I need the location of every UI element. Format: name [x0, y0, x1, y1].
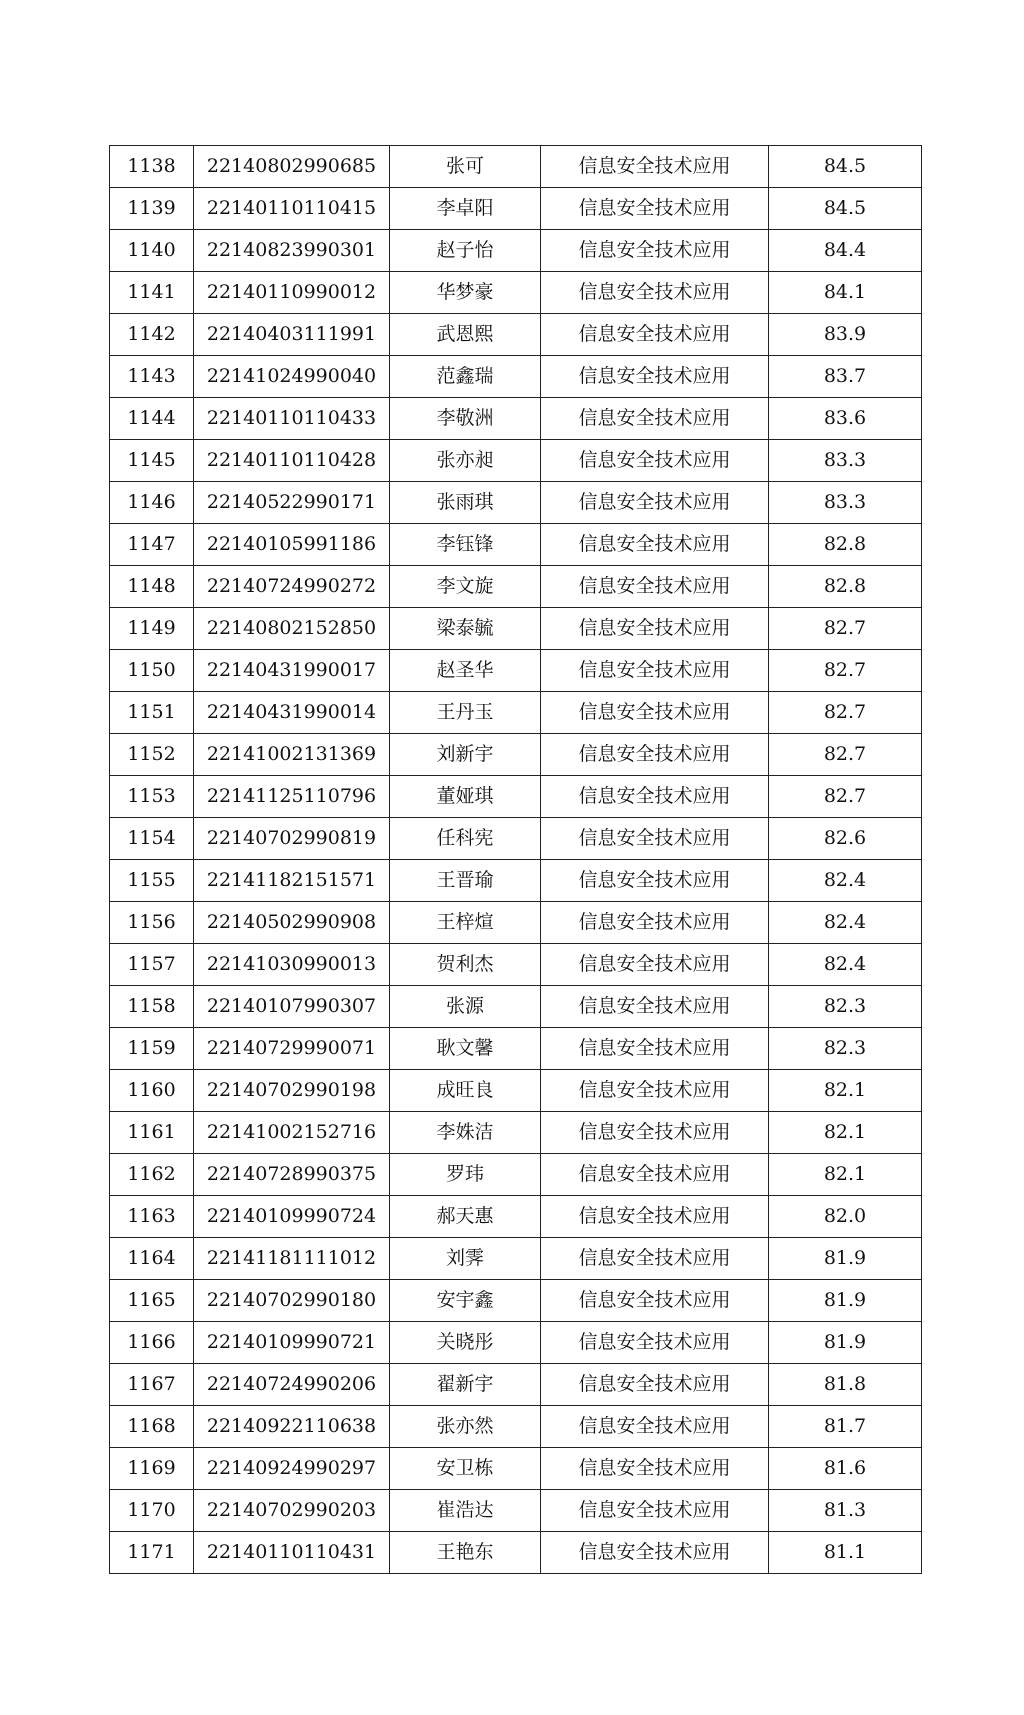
candidate-name-cell: 安卫栋 [390, 1448, 541, 1490]
major-cell: 信息安全技术应用 [541, 986, 769, 1028]
table-row [110, 398, 922, 440]
sequence-number-cell: 1169 [110, 1448, 194, 1490]
score-table-body [110, 146, 922, 1574]
sequence-number-cell: 1161 [110, 1112, 194, 1154]
candidate-name-cell: 刘霁 [390, 1238, 541, 1280]
candidate-id-cell: 22141002131369 [194, 734, 390, 776]
sequence-number-cell: 1168 [110, 1406, 194, 1448]
table-row [110, 146, 922, 188]
candidate-id-cell: 22140522990171 [194, 482, 390, 524]
table-row [110, 650, 922, 692]
score-cell: 82.0 [769, 1196, 922, 1238]
sequence-number-cell: 1164 [110, 1238, 194, 1280]
table-row [110, 566, 922, 608]
sequence-number-cell: 1141 [110, 272, 194, 314]
candidate-id-cell: 22141030990013 [194, 944, 390, 986]
candidate-name-cell: 李姝洁 [390, 1112, 541, 1154]
score-cell: 81.7 [769, 1406, 922, 1448]
candidate-id-cell: 22141125110796 [194, 776, 390, 818]
score-cell: 81.6 [769, 1448, 922, 1490]
candidate-id-cell: 22140110990012 [194, 272, 390, 314]
candidate-name-cell: 罗玮 [390, 1154, 541, 1196]
candidate-id-cell: 22141024990040 [194, 356, 390, 398]
candidate-name-cell: 张亦昶 [390, 440, 541, 482]
score-cell: 82.1 [769, 1070, 922, 1112]
score-cell: 82.7 [769, 650, 922, 692]
candidate-name-cell: 范鑫瑞 [390, 356, 541, 398]
sequence-number-cell: 1146 [110, 482, 194, 524]
candidate-name-cell: 梁泰毓 [390, 608, 541, 650]
table-row [110, 1280, 922, 1322]
major-cell: 信息安全技术应用 [541, 1070, 769, 1112]
candidate-id-cell: 22140724990272 [194, 566, 390, 608]
candidate-name-cell: 张源 [390, 986, 541, 1028]
candidate-name-cell: 崔浩达 [390, 1490, 541, 1532]
score-cell: 82.3 [769, 1028, 922, 1070]
sequence-number-cell: 1140 [110, 230, 194, 272]
major-cell: 信息安全技术应用 [541, 944, 769, 986]
sequence-number-cell: 1148 [110, 566, 194, 608]
score-cell: 81.3 [769, 1490, 922, 1532]
score-cell: 82.7 [769, 692, 922, 734]
table-row [110, 1532, 922, 1574]
sequence-number-cell: 1143 [110, 356, 194, 398]
sequence-number-cell: 1142 [110, 314, 194, 356]
score-cell: 83.7 [769, 356, 922, 398]
table-row [110, 1070, 922, 1112]
candidate-name-cell: 华梦豪 [390, 272, 541, 314]
candidate-id-cell: 22140728990375 [194, 1154, 390, 1196]
score-cell: 81.8 [769, 1364, 922, 1406]
score-cell: 81.9 [769, 1322, 922, 1364]
sequence-number-cell: 1138 [110, 146, 194, 188]
candidate-id-cell: 22140110110428 [194, 440, 390, 482]
candidate-name-cell: 李敬洲 [390, 398, 541, 440]
table-row [110, 272, 922, 314]
candidate-name-cell: 王艳东 [390, 1532, 541, 1574]
score-cell: 83.3 [769, 440, 922, 482]
score-cell: 82.4 [769, 902, 922, 944]
sequence-number-cell: 1166 [110, 1322, 194, 1364]
major-cell: 信息安全技术应用 [541, 818, 769, 860]
candidate-id-cell: 22140724990206 [194, 1364, 390, 1406]
score-cell: 83.3 [769, 482, 922, 524]
major-cell: 信息安全技术应用 [541, 524, 769, 566]
candidate-id-cell: 22140431990014 [194, 692, 390, 734]
major-cell: 信息安全技术应用 [541, 188, 769, 230]
major-cell: 信息安全技术应用 [541, 1028, 769, 1070]
table-row [110, 356, 922, 398]
candidate-name-cell: 赵子怡 [390, 230, 541, 272]
candidate-id-cell: 22140431990017 [194, 650, 390, 692]
candidate-id-cell: 22141181111012 [194, 1238, 390, 1280]
major-cell: 信息安全技术应用 [541, 1364, 769, 1406]
candidate-name-cell: 刘新宇 [390, 734, 541, 776]
score-cell: 84.5 [769, 188, 922, 230]
candidate-name-cell: 张雨琪 [390, 482, 541, 524]
candidate-name-cell: 翟新宇 [390, 1364, 541, 1406]
candidate-id-cell: 22140110110433 [194, 398, 390, 440]
score-cell: 82.4 [769, 860, 922, 902]
sequence-number-cell: 1167 [110, 1364, 194, 1406]
candidate-id-cell: 22141182151571 [194, 860, 390, 902]
major-cell: 信息安全技术应用 [541, 1112, 769, 1154]
table-row [110, 1238, 922, 1280]
sequence-number-cell: 1145 [110, 440, 194, 482]
candidate-name-cell: 成旺良 [390, 1070, 541, 1112]
table-row [110, 1490, 922, 1532]
sequence-number-cell: 1158 [110, 986, 194, 1028]
table-row [110, 524, 922, 566]
candidate-id-cell: 22140702990198 [194, 1070, 390, 1112]
score-cell: 82.6 [769, 818, 922, 860]
candidate-id-cell: 22140107990307 [194, 986, 390, 1028]
table-row [110, 986, 922, 1028]
score-cell: 84.1 [769, 272, 922, 314]
table-row [110, 944, 922, 986]
sequence-number-cell: 1171 [110, 1532, 194, 1574]
table-row [110, 902, 922, 944]
major-cell: 信息安全技术应用 [541, 1490, 769, 1532]
sequence-number-cell: 1160 [110, 1070, 194, 1112]
candidate-name-cell: 李钰锋 [390, 524, 541, 566]
major-cell: 信息安全技术应用 [541, 1154, 769, 1196]
table-row [110, 1196, 922, 1238]
major-cell: 信息安全技术应用 [541, 146, 769, 188]
candidate-id-cell: 22140110110415 [194, 188, 390, 230]
major-cell: 信息安全技术应用 [541, 1280, 769, 1322]
major-cell: 信息安全技术应用 [541, 482, 769, 524]
candidate-name-cell: 赵圣华 [390, 650, 541, 692]
candidate-name-cell: 李文旋 [390, 566, 541, 608]
major-cell: 信息安全技术应用 [541, 230, 769, 272]
table-row [110, 1112, 922, 1154]
table-row [110, 1448, 922, 1490]
score-cell: 82.8 [769, 524, 922, 566]
table-row [110, 776, 922, 818]
major-cell: 信息安全技术应用 [541, 902, 769, 944]
score-cell: 84.4 [769, 230, 922, 272]
candidate-id-cell: 22140110110431 [194, 1532, 390, 1574]
candidate-name-cell: 武恩熙 [390, 314, 541, 356]
sequence-number-cell: 1151 [110, 692, 194, 734]
candidate-name-cell: 郝天惠 [390, 1196, 541, 1238]
candidate-id-cell: 22140729990071 [194, 1028, 390, 1070]
sequence-number-cell: 1139 [110, 188, 194, 230]
sequence-number-cell: 1170 [110, 1490, 194, 1532]
candidate-name-cell: 李卓阳 [390, 188, 541, 230]
candidate-id-cell: 22140109990721 [194, 1322, 390, 1364]
score-cell: 82.7 [769, 608, 922, 650]
table-row [110, 314, 922, 356]
table-row [110, 734, 922, 776]
candidate-id-cell: 22140922110638 [194, 1406, 390, 1448]
major-cell: 信息安全技术应用 [541, 1406, 769, 1448]
table-row [110, 818, 922, 860]
major-cell: 信息安全技术应用 [541, 356, 769, 398]
table-row [110, 440, 922, 482]
table-row [110, 1322, 922, 1364]
sequence-number-cell: 1152 [110, 734, 194, 776]
sequence-number-cell: 1157 [110, 944, 194, 986]
major-cell: 信息安全技术应用 [541, 650, 769, 692]
table-row [110, 1364, 922, 1406]
candidate-name-cell: 张亦然 [390, 1406, 541, 1448]
major-cell: 信息安全技术应用 [541, 440, 769, 482]
sequence-number-cell: 1150 [110, 650, 194, 692]
candidate-name-cell: 王梓煊 [390, 902, 541, 944]
table-row [110, 608, 922, 650]
table-row [110, 188, 922, 230]
major-cell: 信息安全技术应用 [541, 776, 769, 818]
candidate-name-cell: 任科宪 [390, 818, 541, 860]
major-cell: 信息安全技术应用 [541, 692, 769, 734]
major-cell: 信息安全技术应用 [541, 734, 769, 776]
candidate-id-cell: 22140823990301 [194, 230, 390, 272]
score-cell: 82.7 [769, 734, 922, 776]
table-row [110, 1154, 922, 1196]
score-cell: 82.1 [769, 1154, 922, 1196]
candidate-name-cell: 张可 [390, 146, 541, 188]
candidate-id-cell: 22140702990819 [194, 818, 390, 860]
major-cell: 信息安全技术应用 [541, 1322, 769, 1364]
candidate-id-cell: 22140802152850 [194, 608, 390, 650]
candidate-name-cell: 董娅琪 [390, 776, 541, 818]
sequence-number-cell: 1144 [110, 398, 194, 440]
table-row [110, 1406, 922, 1448]
table-row [110, 692, 922, 734]
candidate-id-cell: 22140802990685 [194, 146, 390, 188]
score-cell: 81.9 [769, 1238, 922, 1280]
score-cell: 82.4 [769, 944, 922, 986]
major-cell: 信息安全技术应用 [541, 1238, 769, 1280]
score-cell: 81.1 [769, 1532, 922, 1574]
table-row [110, 1028, 922, 1070]
score-cell: 82.7 [769, 776, 922, 818]
sequence-number-cell: 1159 [110, 1028, 194, 1070]
sequence-number-cell: 1155 [110, 860, 194, 902]
candidate-id-cell: 22140105991186 [194, 524, 390, 566]
candidate-id-cell: 22140924990297 [194, 1448, 390, 1490]
candidate-name-cell: 王丹玉 [390, 692, 541, 734]
score-cell: 82.8 [769, 566, 922, 608]
candidate-id-cell: 22140702990180 [194, 1280, 390, 1322]
candidate-name-cell: 耿文馨 [390, 1028, 541, 1070]
candidate-id-cell: 22140403111991 [194, 314, 390, 356]
table-row [110, 860, 922, 902]
score-cell: 81.9 [769, 1280, 922, 1322]
candidate-name-cell: 安宇鑫 [390, 1280, 541, 1322]
major-cell: 信息安全技术应用 [541, 1532, 769, 1574]
score-cell: 82.1 [769, 1112, 922, 1154]
candidate-id-cell: 22140502990908 [194, 902, 390, 944]
sequence-number-cell: 1147 [110, 524, 194, 566]
candidate-name-cell: 贺利杰 [390, 944, 541, 986]
sequence-number-cell: 1156 [110, 902, 194, 944]
candidate-id-cell: 22141002152716 [194, 1112, 390, 1154]
candidate-name-cell: 王晋瑜 [390, 860, 541, 902]
score-cell: 84.5 [769, 146, 922, 188]
table-row [110, 482, 922, 524]
major-cell: 信息安全技术应用 [541, 608, 769, 650]
score-cell: 82.3 [769, 986, 922, 1028]
score-cell: 83.6 [769, 398, 922, 440]
sequence-number-cell: 1165 [110, 1280, 194, 1322]
score-table [109, 145, 922, 1574]
table-row [110, 230, 922, 272]
major-cell: 信息安全技术应用 [541, 314, 769, 356]
major-cell: 信息安全技术应用 [541, 860, 769, 902]
score-cell: 83.9 [769, 314, 922, 356]
major-cell: 信息安全技术应用 [541, 1448, 769, 1490]
candidate-id-cell: 22140109990724 [194, 1196, 390, 1238]
sequence-number-cell: 1149 [110, 608, 194, 650]
major-cell: 信息安全技术应用 [541, 1196, 769, 1238]
sequence-number-cell: 1154 [110, 818, 194, 860]
candidate-name-cell: 关晓彤 [390, 1322, 541, 1364]
sequence-number-cell: 1163 [110, 1196, 194, 1238]
major-cell: 信息安全技术应用 [541, 566, 769, 608]
candidate-id-cell: 22140702990203 [194, 1490, 390, 1532]
major-cell: 信息安全技术应用 [541, 398, 769, 440]
sequence-number-cell: 1162 [110, 1154, 194, 1196]
major-cell: 信息安全技术应用 [541, 272, 769, 314]
sequence-number-cell: 1153 [110, 776, 194, 818]
